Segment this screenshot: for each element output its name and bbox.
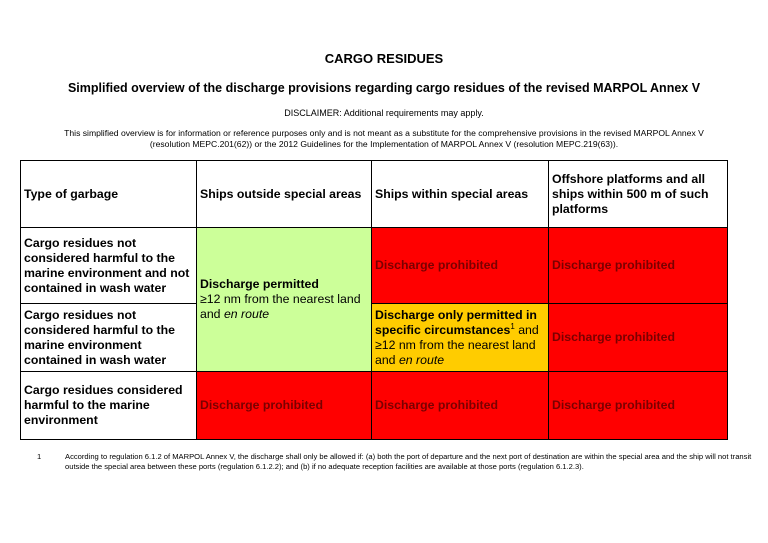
header-within-special-areas: Ships within special areas [372,161,549,228]
cell-within-prohibited-row1 [372,228,549,304]
disclaimer: DISCLAIMER: Additional requirements may apply. [284,108,484,118]
permitted-text: ≥12 nm from the nearest land and en route [200,292,361,321]
table-header-row [21,161,728,228]
prohibited-label: Discharge prohibited [552,398,675,412]
header-offshore-platforms: Offshore platforms and all ships within 500 m of such platforms [549,161,728,228]
prohibited-label: Discharge prohibited [200,398,323,412]
special-en-route: en route [398,352,445,367]
cell-within-prohibited-row3 [372,372,549,440]
cell-offshore-prohibited-row3 [549,372,728,440]
cell-outside-prohibited-row3 [197,372,372,440]
header-outside-special-areas: Ships outside special areas [197,161,372,228]
table-row [21,372,728,440]
cell-offshore-prohibited-row2 [549,304,728,372]
intro-line-2: (resolution MEPC.201(62)) or the 2012 Guidelines for the Implementation of MARPOL Annex V (resolution MEPC.219(63)). [149,139,619,149]
cell-discharge-permitted [197,228,372,372]
intro-line-1: This simplified overview is for information or reference purposes only and is not meant as a substitute for the comprehensive provisions in the revised MARPOL Annex V [64,128,704,138]
prohibited-label: Discharge prohibited [552,258,675,272]
row-label-not-harmful-no-wash-water: Cargo residues not considered harmful to the marine environment and not contained in wash water [21,228,197,304]
special-and: and [518,322,539,337]
cell-offshore-prohibited-row1 [549,228,728,304]
prohibited-label: Discharge prohibited [552,330,675,344]
special-text: ≥12 nm from the nearest land and [375,337,536,367]
intro-text [20,128,748,150]
special-heading: Discharge only permitted in specific circumstances [375,307,537,337]
footnote-number: 1 [37,452,42,461]
footnote-text: According to regulation 6.1.2 of MARPOL Annex V, the discharge shall only be allowed if: (a) both the port of departure and the next port of destination are within the special area and the ship will not transit outside the special area between these ports (regulation 6.1.2.2); and (b) if no adequate reception facilities are available at those ports (regulation 6.1.2.3). [65,452,752,471]
row-label-harmful: Cargo residues considered harmful to the marine environment [21,372,197,440]
discharge-table [20,160,728,440]
row-label-not-harmful-wash-water: Cargo residues not considered harmful to the marine environment contained in wash water [21,304,197,372]
cell-within-special-circumstances [372,304,549,372]
permitted-heading: Discharge permitted [200,277,319,291]
permitted-en-route: en route [223,307,270,321]
prohibited-label: Discharge prohibited [375,258,498,272]
footnote [37,452,752,472]
page-title: CARGO RESIDUES [324,51,444,66]
header-type-of-garbage: Type of garbage [21,161,197,228]
prohibited-label: Discharge prohibited [375,398,498,412]
footnote-ref: 1 [510,321,515,331]
table-row [21,228,728,304]
page-subtitle: Simplified overview of the discharge provisions regarding cargo residues of the revised MARPOL Annex V [67,81,701,95]
table-row [21,304,728,372]
